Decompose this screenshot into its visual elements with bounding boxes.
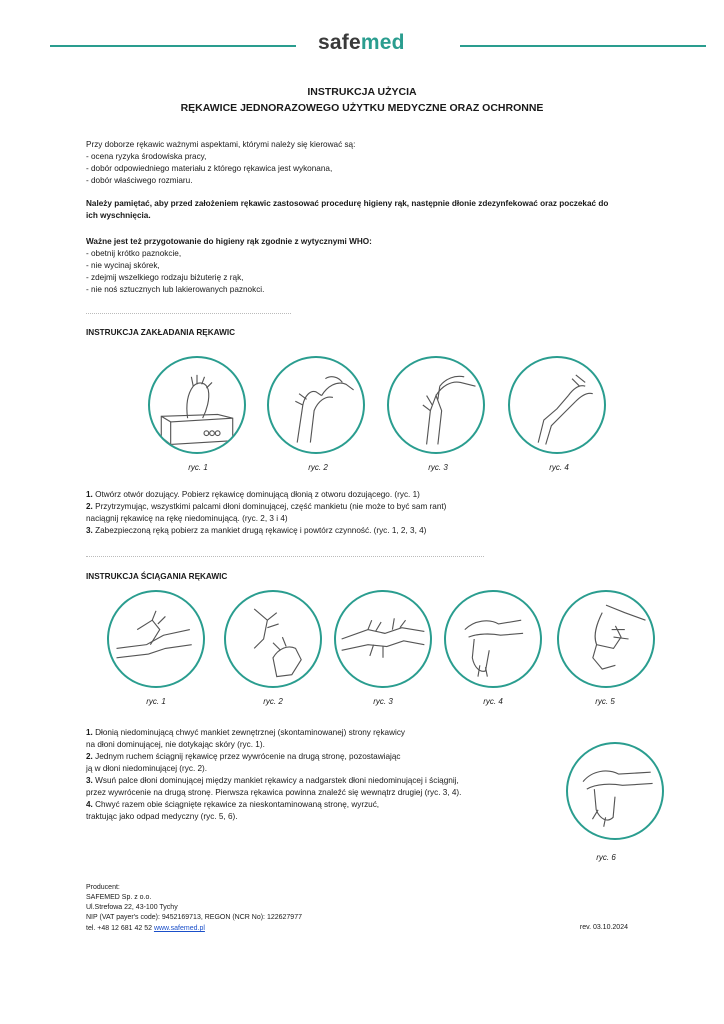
donning-caption: ryc. 1	[188, 463, 208, 472]
who-item: - nie wycinaj skórek,	[86, 261, 160, 270]
hand-with-glove-cuff-icon	[510, 358, 604, 452]
separator	[86, 313, 291, 314]
donning-step: naciągnij rękawicę na rękę niedominującą. (ryc. 2, 3 i 4)	[86, 514, 288, 523]
peeling-glove-icon	[226, 592, 320, 686]
hygiene-note: ich wyschnięcia.	[86, 211, 151, 220]
donning-step: 3. Zabezpieczoną ręką pobierz za mankiet drugą rękawicę i powtórz czynność. (ryc. 1, 2, 3, 4)	[86, 526, 427, 535]
who-item: - zdejmij wszelkiego rodzaju biżuterię z rąk,	[86, 273, 244, 282]
intro-line: Przy doborze rękawic ważnymi aspektami, którymi należy się kierować są:	[86, 140, 356, 149]
donning-figure-4	[508, 356, 606, 454]
hygiene-note: Należy pamiętać, aby przed założeniem rękawic zastosować procedurę higieny rąk, następnie dłonie zdezynfekować oraz poczekać do	[86, 199, 609, 208]
doffing-step: 4. Chwyć razem obie ściągnięte rękawice za nieskontaminowaną stronę, wyrzuć,	[86, 800, 380, 809]
who-item: - obetnij krótko paznokcie,	[86, 249, 182, 258]
doffing-caption: ryc. 2	[263, 697, 283, 706]
doffing-caption: ryc. 6	[596, 853, 616, 862]
doffing-step: traktując jako odpad medyczny (ryc. 5, 6).	[86, 812, 238, 821]
doffing-step: 3. Wsuń palce dłoni dominującej między mankiet rękawicy a nadgarstek dłoni niedominującej i ściągnij,	[86, 776, 459, 785]
doffing-figure-6	[566, 742, 664, 840]
footer-phone: tel. +48 12 681 42 52	[86, 925, 152, 932]
doffing-caption: ryc. 5	[595, 697, 615, 706]
glove-inside-out-icon	[446, 592, 540, 686]
glove-box-hand-icon	[150, 358, 244, 452]
who-item: - nie noś sztucznych lub lakierowanych paznokci.	[86, 285, 265, 294]
doffing-figure-4	[444, 590, 542, 688]
donning-caption: ryc. 2	[308, 463, 328, 472]
doffing-caption: ryc. 4	[483, 697, 503, 706]
header-line-left	[50, 45, 296, 47]
holding-removed-gloves-icon	[559, 592, 653, 686]
doffing-step: 1. Dłonią niedominującą chwyć mankiet zewnętrznej (skontaminowanej) strony rękawicy	[86, 728, 406, 737]
hand-pulling-glove-icon	[269, 358, 363, 452]
doffing-step: przez wywrócenie na drugą stronę. Pierwsza rękawica powinna znaleźć się wewnątrz drugiej (ryc. 3, 4).	[86, 788, 462, 797]
document-subtitle: RĘKAWICE JEDNORAZOWEGO UŻYTKU MEDYCZNE ORAZ OCHRONNE	[180, 102, 544, 114]
footer-producer-label: Producent:	[86, 884, 120, 891]
safemed-logo: safemed	[318, 31, 405, 54]
who-heading: Ważne jest też przygotowanie do higieny rąk zgodnie z wytycznymi WHO:	[86, 237, 372, 246]
separator	[86, 556, 484, 557]
pinching-glove-icon	[109, 592, 203, 686]
document-title: INSTRUKCJA UŻYCIA	[307, 86, 417, 98]
doffing-step: 2. Jednym ruchem ściągnij rękawicę przez wywrócenie na drugą stronę, pozostawiając	[86, 752, 401, 761]
donning-heading: INSTRUKCJA ZAKŁADANIA RĘKAWIC	[86, 328, 236, 337]
donning-figure-3	[387, 356, 485, 454]
intro-line: - dobór właściwego rozmiaru.	[86, 176, 193, 185]
donning-step: 2. Przytrzymując, wszystkimi palcami dłoni dominującej, część mankietu (nie może to być sam rant)	[86, 502, 447, 511]
header-line-right	[460, 45, 706, 47]
footer-address: Ul.Strefowa 22, 43-100 Tychy	[86, 904, 178, 911]
doffing-caption: ryc. 3	[373, 697, 393, 706]
footer-company: SAFEMED Sp. z o.o.	[86, 894, 152, 901]
doffing-figure-5	[557, 590, 655, 688]
fingers-under-cuff-icon	[336, 592, 430, 686]
donning-caption: ryc. 3	[428, 463, 448, 472]
footer-tax-ids: NIP (VAT payer's code): 9452169713, REGON (NCR No): 122627977	[86, 914, 302, 921]
disposing-gloves-icon	[568, 744, 662, 838]
doffing-step: ją w dłoni niedominującej (ryc. 2).	[86, 764, 208, 773]
intro-line: - dobór odpowiedniego materiału z którego rękawica jest wykonana,	[86, 164, 333, 173]
doffing-figure-2	[224, 590, 322, 688]
website-link[interactable]: www.safemed.pl	[153, 925, 205, 932]
revision-date: rev. 03.10.2024	[579, 924, 628, 931]
gloved-hand-cuff-icon	[389, 358, 483, 452]
donning-caption: ryc. 4	[549, 463, 569, 472]
footer-contact	[86, 924, 205, 934]
doffing-heading: INSTRUKCJA ŚCIĄGANIA RĘKAWIC	[86, 572, 228, 581]
doffing-caption: ryc. 1	[146, 697, 166, 706]
doffing-figure-1	[107, 590, 205, 688]
doffing-figure-3	[334, 590, 432, 688]
donning-step: 1. Otwórz otwór dozujący. Pobierz rękawicę dominującą dłonią z otworu dozującego. (ryc. 1)	[86, 490, 420, 499]
intro-line: - ocena ryzyka środowiska pracy,	[86, 152, 207, 161]
donning-figure-1	[148, 356, 246, 454]
donning-figure-2	[267, 356, 365, 454]
doffing-step: na dłoni dominującej, nie dotykając skóry (ryc. 1).	[86, 740, 265, 749]
